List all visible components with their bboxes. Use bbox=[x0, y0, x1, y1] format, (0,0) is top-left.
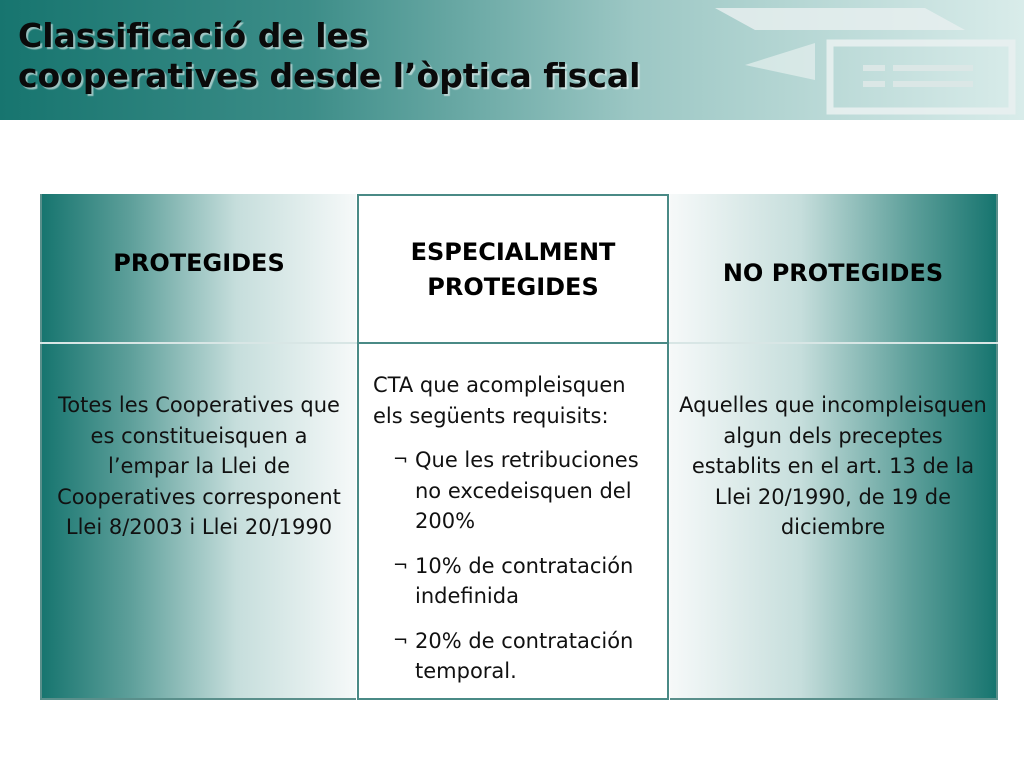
document-logo-icon bbox=[715, 5, 1020, 115]
column-especialment-protegides bbox=[357, 194, 669, 700]
column-protegides bbox=[40, 194, 356, 700]
column-text-no-protegides: Aquelles que incompleisquen algun dels preceptes establits en el art. 13 de la Llei 20/1990, de 19 de diciembre bbox=[679, 393, 987, 539]
requirement-item bbox=[373, 445, 657, 537]
requirements-intro: CTA que acompleisquen els següents requisits: bbox=[373, 373, 626, 428]
title-banner bbox=[0, 0, 1024, 120]
requirement-text: 10% de contratación indefinida bbox=[415, 553, 634, 608]
heading-line-1: ESPECIALMENT bbox=[410, 238, 616, 266]
column-heading-no-protegides: NO PROTEGIDES bbox=[722, 259, 944, 287]
requirement-text: 20% de contratación temporal. bbox=[415, 628, 634, 683]
heading-line-2: PROTEGIDES bbox=[427, 273, 599, 301]
column-heading-especialment-protegides bbox=[359, 196, 667, 344]
row-divider-middle bbox=[357, 342, 669, 344]
column-text-protegides: Totes les Cooperatives que es constitueisquen a l’empar la Llei de Cooperatives corresponent Llei 8/2003 i Llei 20/1990 bbox=[57, 393, 341, 539]
title-line-1: Classificació de les bbox=[18, 16, 369, 55]
requirement-text: Que les retribuciones no excedeisquen del 200% bbox=[415, 448, 639, 533]
column-body-especialment-protegides bbox=[359, 370, 667, 687]
bullet-icon: ¬ bbox=[393, 629, 409, 651]
classification-table bbox=[40, 194, 998, 700]
page-title bbox=[18, 16, 641, 96]
title-line-2: cooperatives desde l’òptica fiscal bbox=[18, 56, 641, 95]
requirement-item bbox=[373, 626, 657, 687]
requirement-item bbox=[373, 551, 657, 612]
bullet-icon: ¬ bbox=[393, 554, 409, 576]
column-no-protegides bbox=[670, 194, 998, 700]
bullet-icon: ¬ bbox=[393, 449, 409, 470]
column-heading-protegides: PROTEGIDES bbox=[113, 249, 285, 277]
